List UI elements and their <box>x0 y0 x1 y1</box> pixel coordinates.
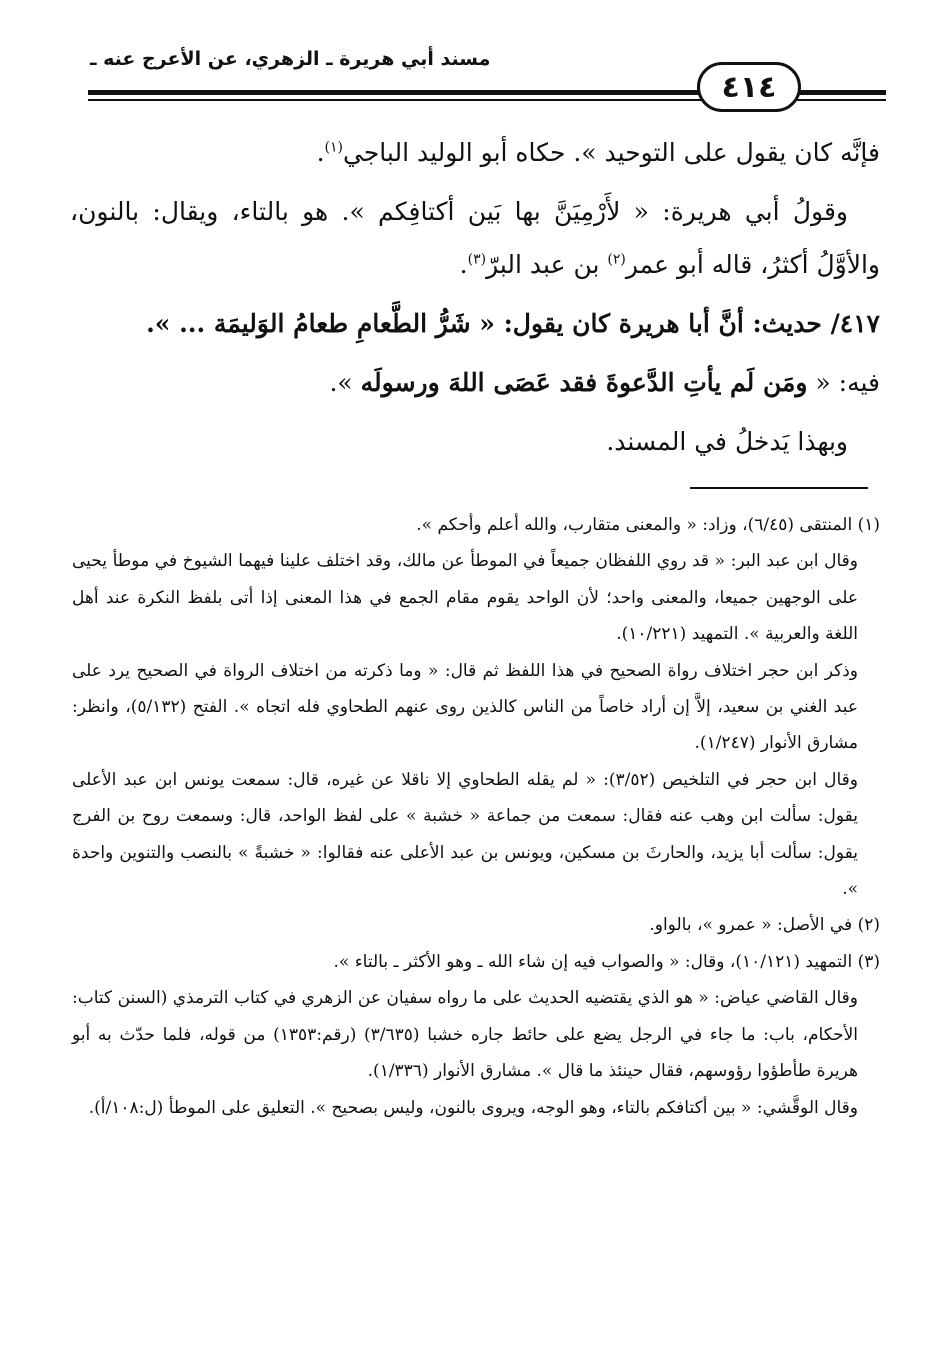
footnotes <box>72 507 880 1126</box>
running-header-title: مسند أبي هريرة ـ الزهري، عن الأعرج عنه ـ <box>90 48 491 70</box>
paragraph-3-quote: ومَن لَم يأتِ الدَّعوةَ فقد عَصَى اللهَ ورسولَه <box>360 368 808 397</box>
footnote-1-body-2: وذكر ابن حجر اختلاف رواة الصحيح في هذا اللفظ ثم قال: « وما ذكرته من اختلاف الرواة في الصحيح يرد على عبد الغني بن سعيد، إلاَّ إن أراد خاصاً من الناس كالذين روى عنهم الطحاوي فله اتجاه ». الفتح (٥/١٣٢)، وانظر: مشارق الأنوار (١/٢٤٧). <box>72 660 858 754</box>
footnote-3: (٣) التمهيد (١٠/١٢١)، وقال: « والصواب فيه إن شاء الله ـ وهو الأكثر ـ بالتاء ». <box>333 951 880 972</box>
hadith-text: أنَّ أبا هريرة كان يقول: « شَرُّ الطَّعامِ طعامُ الوَليمَة ... ». <box>146 309 753 338</box>
footnote-ref-3: (٣) <box>467 251 487 268</box>
hadith-heading <box>70 297 880 350</box>
paragraph-1-text: فإنَّه كان يقول على التوحيد ». حكاه أبو الوليد الباجي <box>343 138 880 167</box>
paragraph-3-prefix: فيه: « <box>807 368 880 397</box>
main-text <box>70 126 880 474</box>
footnote-ref-1: (١) <box>324 139 343 156</box>
page-number-badge <box>697 62 801 112</box>
footnote-1-body-3: وقال ابن حجر في التلخيص (٣/٥٢): « لم يقله الطحاوي إلا ناقلا عن غيره، قال: سمعت يونس ابن عبد الأعلى يقول: سألت ابن وهب عنه فقال: سمعت من جماعة « خشبة » على لفظ الواحد، قال: وسمعت روح بن الفرج يقول: سألت أبا يزيد، والحارثَ بن مسكين، ويونس بن عبد الأعلى عنه فقالوا: « خشبةً » بالنصب والتنوين واحدة ». <box>72 769 858 900</box>
paragraph-2 <box>70 185 880 291</box>
hadith-label: حديث: <box>752 309 822 338</box>
footnote-3-body-2: وقال الوقَّشي: « بين أكتافكم بالتاء، وهو الوجه، ويروى بالنون، وليس بصحيح ». التعليق على الموطأ (ل:١٠٨/أ). <box>88 1097 858 1118</box>
footnote-separator <box>690 487 868 489</box>
paragraph-1-end: . <box>316 138 325 167</box>
paragraph-2-text-b: بن عبد البرّ <box>486 250 608 279</box>
footnote-ref-2: (٢) <box>607 251 626 268</box>
footnote-3-body-1: وقال القاضي عياض: « هو الذي يقتضيه الحديث على ما رواه سفيان عن الزهري في كتاب الترمذي (السنن كتاب: الأحكام، باب: ما جاء في الرجل يضع على حائط جاره خشبا (٣/٦٣٥) (رقم:١٣٥٣) من قوله، فلما حدّث به أبو هريرة طأطؤوا رؤوسهم، فقال حينئذ ما قال ». مشارق الأنوار (١/٣٣٦). <box>72 988 859 1082</box>
paragraph-2-text: وقولُ أبي هريرة: « لأَرْمِيَنَّ بها بَين أكتافِكم ». هو بالتاء، ويقال: بالنون، والأوَّلُ أكثرُ، قاله أبو عمر <box>70 197 880 279</box>
paragraph-4: وبهذا يَدخلُ في المسند. <box>606 427 848 456</box>
paragraph-3 <box>70 356 880 409</box>
page-number: ٤١٤ <box>721 69 777 105</box>
paragraph-2-end: . <box>459 250 468 279</box>
paragraph-1 <box>70 126 880 179</box>
footnote-1-body-1: وقال ابن عبد البر: « قد روي اللفظان جميعاً في الموطأ عن مالك، وقد اختلف علينا فيهما الشيوخ في موطأ يحيى على الوجهين جميعا، والمعنى واحد؛ لأن الواحد يقوم مقام الجمع في هذا المعنى إذا أتى بلفظ النكرة عند أهل اللغة والعربية ». التمهيد (١٠/٢٢١). <box>72 551 858 645</box>
footnote-1: (١) المنتقى (٦/٤٥)، وزاد: « والمعنى متقارب، والله أعلم وأحكم ». <box>416 515 880 535</box>
paragraph-3-suffix: ». <box>329 368 361 397</box>
hadith-number: ٤١٧/ <box>821 309 880 338</box>
footnote-2: (٢) في الأصل: « عمرو »، بالواو. <box>649 915 880 936</box>
